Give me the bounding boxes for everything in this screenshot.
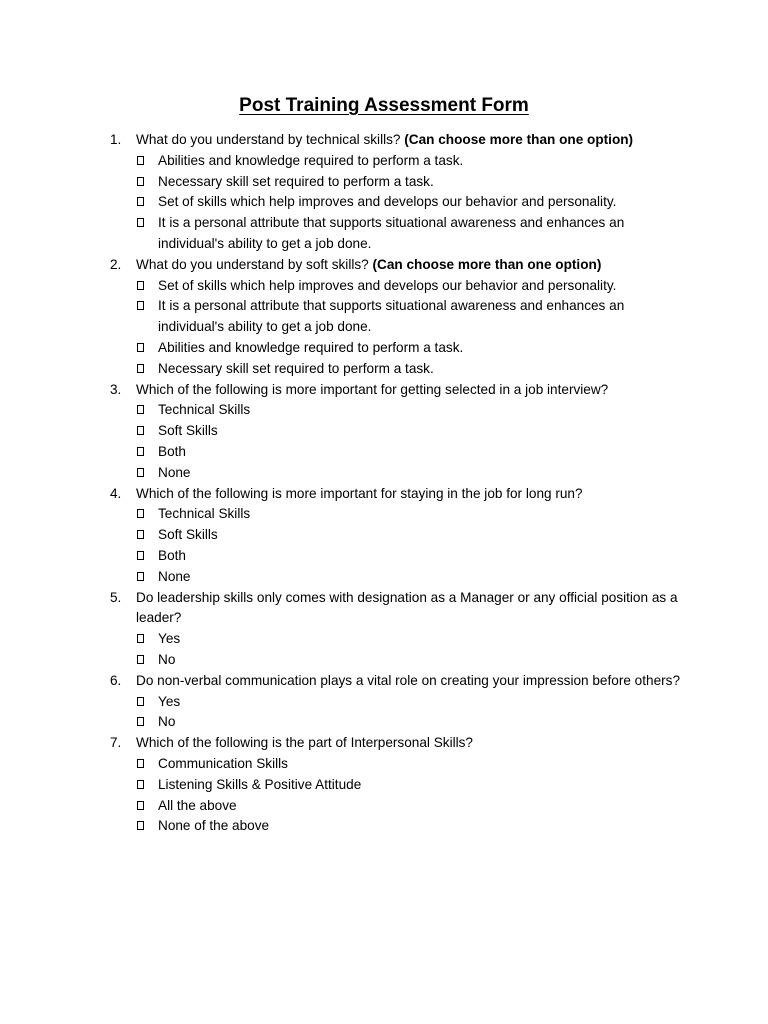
checkbox-icon[interactable] — [136, 692, 158, 713]
question-1 — [110, 130, 690, 255]
option-item — [110, 463, 690, 484]
option-item — [110, 504, 690, 525]
question-number: 6. — [110, 672, 122, 688]
option-item — [110, 359, 690, 380]
question-2 — [110, 255, 690, 380]
option-label: Yes — [158, 631, 181, 647]
option-label: Listening Skills & Positive Attitude — [158, 776, 362, 792]
checkbox-icon[interactable] — [136, 650, 158, 671]
option-label: Communication Skills — [158, 755, 288, 771]
option-item — [110, 796, 690, 817]
option-item — [110, 546, 690, 567]
question-3 — [110, 380, 690, 484]
checkbox-icon[interactable] — [136, 567, 158, 588]
option-label: It is a personal attribute that supports situational awareness and enhances an individual's ability to get a job done. — [158, 298, 625, 335]
checkbox-icon[interactable] — [136, 192, 158, 213]
question-note: (Can choose more than one option) — [404, 132, 634, 147]
form-title: Post Training Assessment Form — [239, 95, 529, 116]
option-list — [110, 400, 690, 483]
option-item — [110, 151, 690, 172]
option-label: Both — [158, 547, 186, 563]
option-item — [110, 525, 690, 546]
option-item — [110, 421, 690, 442]
question-number: 4. — [110, 485, 122, 501]
checkbox-icon[interactable] — [136, 775, 158, 796]
option-label: Set of skills which help improves and develops our behavior and personality. — [158, 194, 617, 210]
checkbox-icon[interactable] — [136, 816, 158, 837]
option-list — [110, 504, 690, 587]
option-label: Soft Skills — [158, 527, 218, 543]
option-item — [110, 775, 690, 796]
checkbox-icon[interactable] — [136, 546, 158, 567]
option-item — [110, 172, 690, 193]
option-label: Necessary skill set required to perform a task. — [158, 360, 434, 376]
question-text: What do you understand by soft skills? — [136, 256, 369, 272]
checkbox-icon[interactable] — [136, 421, 158, 442]
question-number: 3. — [110, 381, 122, 397]
checkbox-icon[interactable] — [136, 151, 158, 172]
option-item — [110, 567, 690, 588]
option-item — [110, 192, 690, 213]
option-item — [110, 338, 690, 359]
option-label: Technical Skills — [158, 506, 251, 522]
question-4 — [110, 484, 690, 588]
checkbox-icon[interactable] — [136, 712, 158, 733]
option-list — [110, 151, 690, 255]
option-label: Technical Skills — [158, 402, 251, 418]
checkbox-icon[interactable] — [136, 754, 158, 775]
question-number: 2. — [110, 256, 122, 272]
question-text: What do you understand by technical skills? — [136, 132, 401, 147]
option-item — [110, 692, 690, 713]
question-list — [110, 130, 690, 837]
option-item — [110, 213, 690, 255]
option-label: All the above — [158, 797, 237, 813]
checkbox-icon[interactable] — [136, 296, 158, 338]
option-item — [110, 712, 690, 733]
option-label: None — [158, 464, 191, 480]
option-label: Yes — [158, 693, 181, 709]
question-number: 1. — [110, 132, 122, 147]
question-number: 5. — [110, 589, 122, 605]
question-text: Which of the following is more important for staying in the job for long run? — [136, 485, 583, 501]
question-5 — [110, 588, 690, 671]
question-text: Which of the following is the part of Interpersonal Skills? — [136, 735, 473, 751]
option-label: It is a personal attribute that supports situational awareness and enhances an individual's ability to get a job done. — [158, 215, 625, 251]
option-label: Abilities and knowledge required to perform a task. — [158, 152, 464, 168]
question-7 — [110, 733, 690, 837]
checkbox-icon[interactable] — [136, 400, 158, 421]
question-text: Which of the following is more important for getting selected in a job interview? — [136, 381, 609, 397]
option-label: Abilities and knowledge required to perform a task. — [158, 339, 464, 355]
option-label: Soft Skills — [158, 423, 218, 439]
question-note: (Can choose more than one option) — [372, 256, 602, 272]
option-list — [110, 754, 690, 837]
option-list — [110, 692, 690, 734]
option-label: Necessary skill set required to perform a task. — [158, 173, 434, 189]
question-6 — [110, 671, 690, 733]
option-item — [110, 400, 690, 421]
checkbox-icon[interactable] — [136, 442, 158, 463]
checkbox-icon[interactable] — [136, 338, 158, 359]
checkbox-icon[interactable] — [136, 213, 158, 255]
checkbox-icon[interactable] — [136, 276, 158, 297]
checkbox-icon[interactable] — [136, 525, 158, 546]
checkbox-icon[interactable] — [136, 629, 158, 650]
checkbox-icon[interactable] — [136, 172, 158, 193]
option-label: None of the above — [158, 818, 270, 834]
question-text: Do leadership skills only comes with designation as a Manager or any official position as a leader? — [136, 589, 678, 626]
checkbox-icon[interactable] — [136, 504, 158, 525]
checkbox-icon[interactable] — [136, 463, 158, 484]
option-item — [110, 442, 690, 463]
option-item — [110, 650, 690, 671]
option-item — [110, 816, 690, 837]
option-label: Set of skills which help improves and develops our behavior and personality. — [158, 277, 617, 293]
option-item — [110, 754, 690, 775]
option-list — [110, 276, 690, 380]
option-item — [110, 276, 690, 297]
option-label: Both — [158, 443, 186, 459]
question-number: 7. — [110, 735, 122, 751]
option-item — [110, 296, 690, 338]
option-label: No — [158, 714, 176, 730]
option-label: No — [158, 651, 176, 667]
checkbox-icon[interactable] — [136, 359, 158, 380]
checkbox-icon[interactable] — [136, 796, 158, 817]
option-list — [110, 629, 690, 671]
option-label: None — [158, 568, 191, 584]
question-text: Do non-verbal communication plays a vital role on creating your impression before others? — [136, 672, 681, 688]
option-item — [110, 629, 690, 650]
